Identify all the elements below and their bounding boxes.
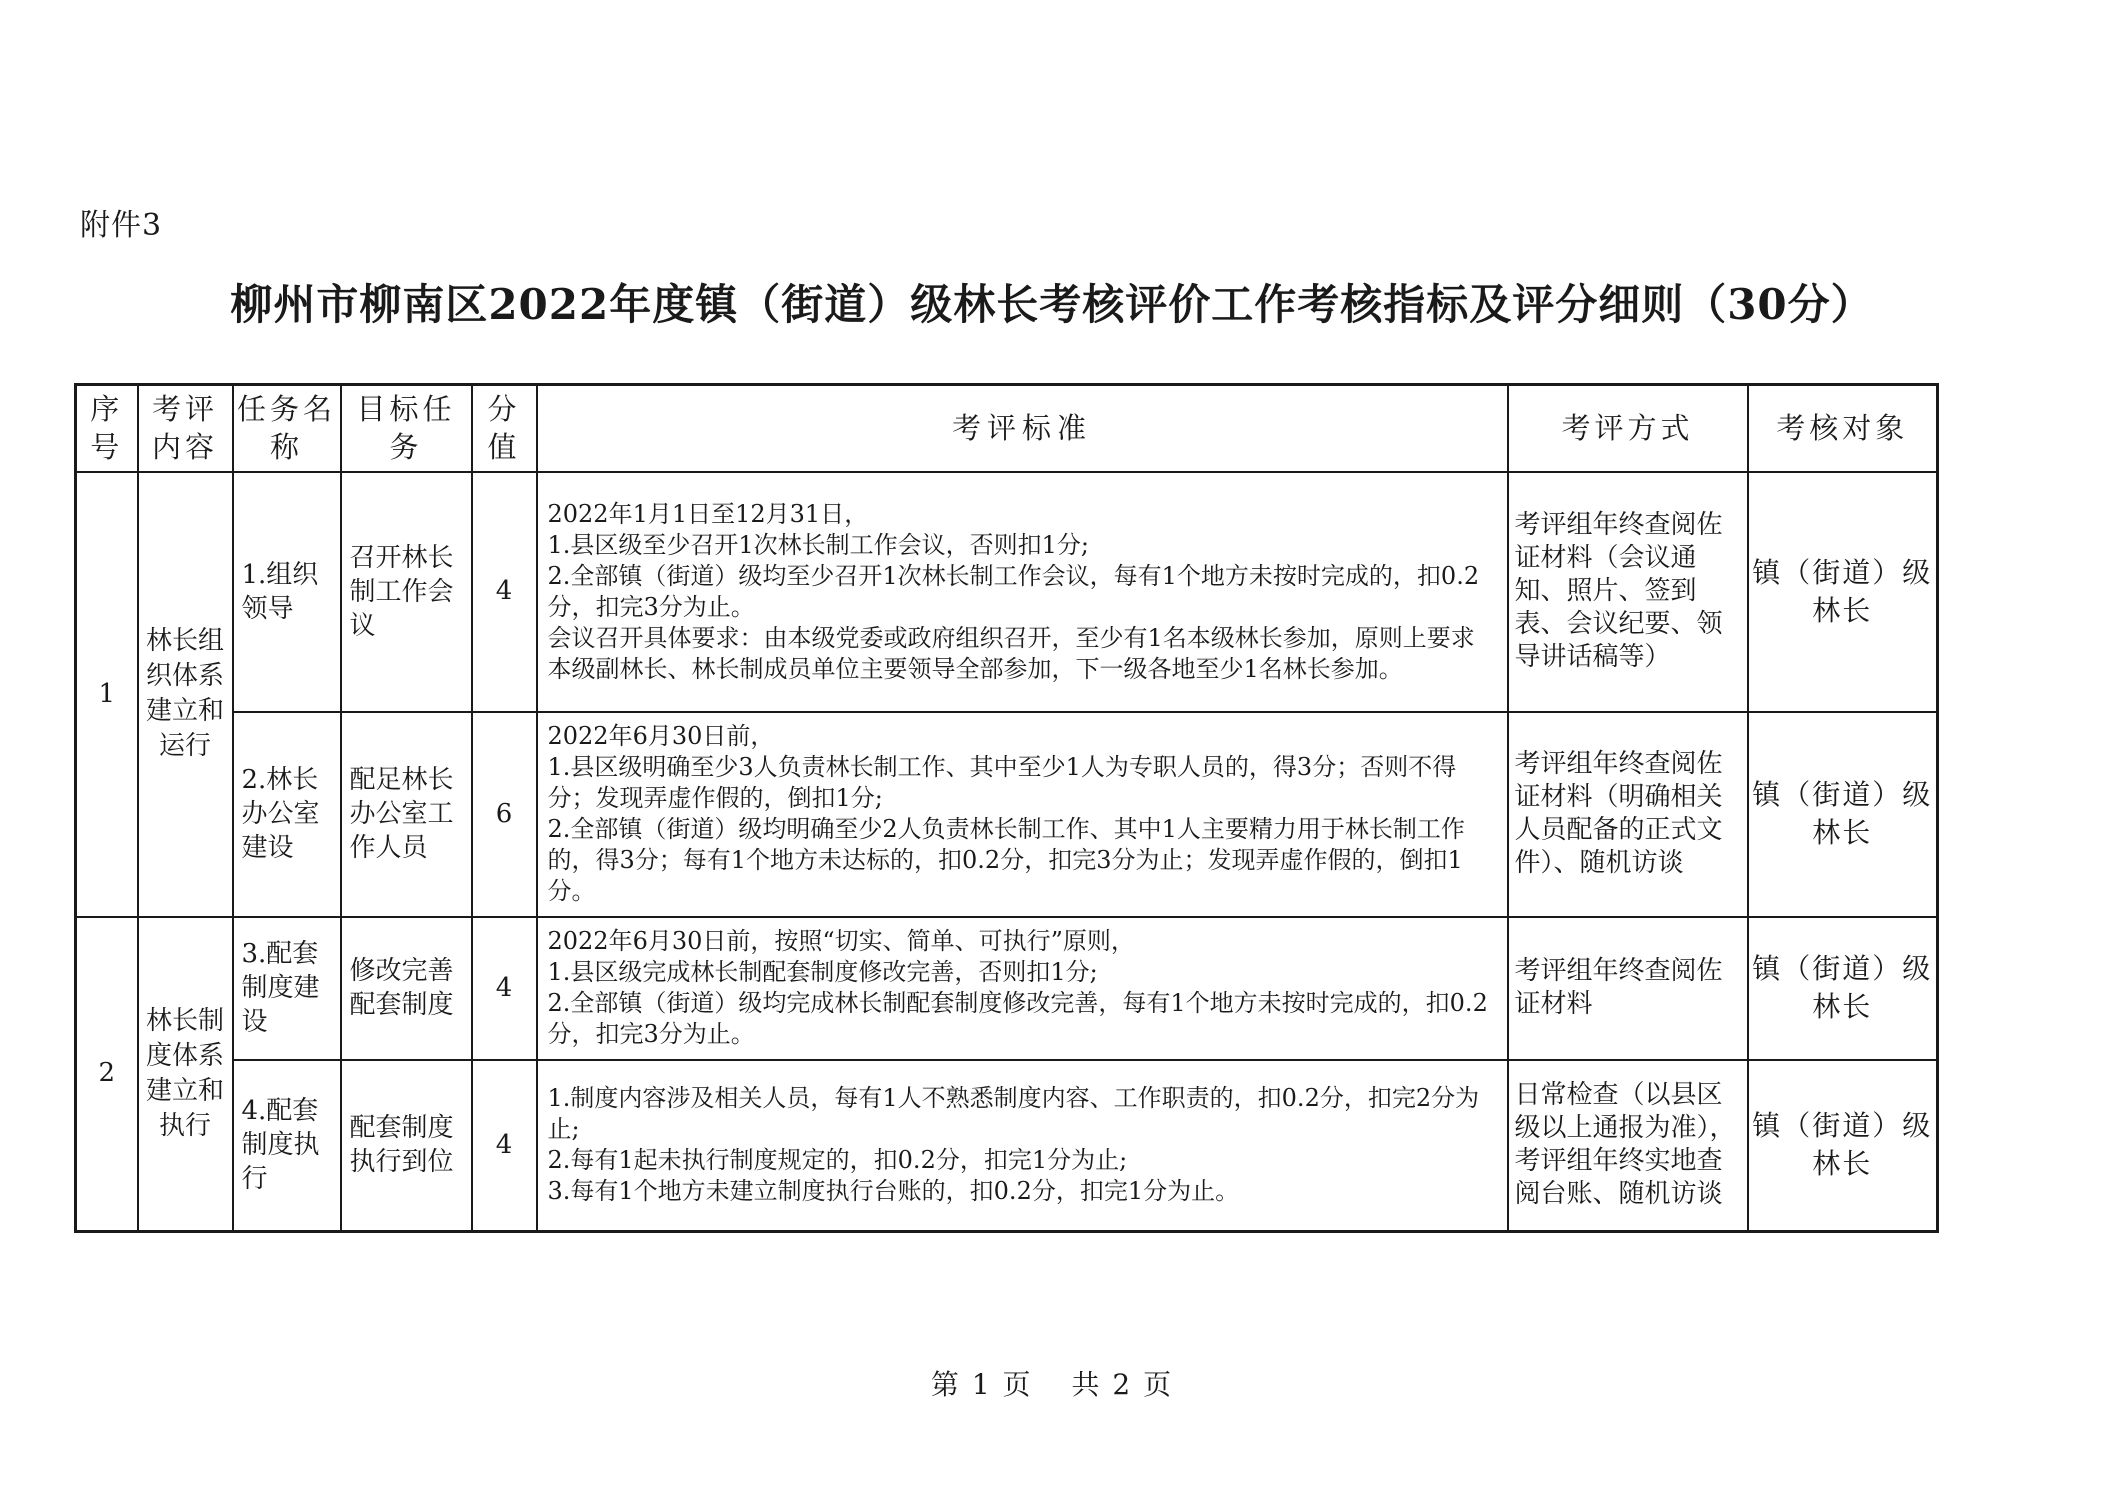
criteria-line: 2.全部镇（街道）级均至少召开1次林长制工作会议，每有1个地方未按时完成的，扣0.2分，扣完3分为止。 — [547, 561, 1480, 621]
page-footer — [0, 1363, 2104, 1403]
header-criteria: 考评标准 — [537, 385, 1508, 472]
header-target: 目标任务 — [341, 385, 472, 472]
criteria-line: 1.制度内容涉及相关人员，每有1人不熟悉制度内容、工作职责的，扣0.2分，扣完2分为止; — [547, 1084, 1480, 1144]
header-method: 考评方式 — [1508, 385, 1748, 472]
score-value: 6 — [472, 712, 537, 917]
target-task: 修改完善配套制度 — [341, 917, 472, 1060]
criteria-line: 2022年6月30日前，按照“切实、简单、可执行”原则， — [547, 927, 1135, 955]
table-row — [76, 472, 1938, 712]
header-row — [76, 385, 1938, 472]
header-object: 考核对象 — [1748, 385, 1938, 472]
criteria-cell — [537, 472, 1508, 712]
criteria-line: 2022年6月30日前， — [547, 722, 775, 750]
criteria-cell — [537, 1060, 1508, 1232]
table-row — [76, 917, 1938, 1060]
criteria-line: 1.县区级完成林长制配套制度修改完善，否则扣1分; — [547, 958, 1098, 986]
table-row — [76, 712, 1938, 917]
task-name: 2.林长办公室建设 — [233, 712, 341, 917]
page-total: 共 2 页 — [1071, 1368, 1174, 1401]
page-number: 第 1 页 — [930, 1368, 1033, 1401]
target-task: 配套制度执行到位 — [341, 1060, 472, 1232]
assessment-table — [74, 383, 1939, 1233]
criteria-line: 1.县区级至少召开1次林长制工作会议，否则扣1分; — [547, 530, 1090, 559]
object-cell: 镇（街道）级林长 — [1748, 917, 1938, 1060]
target-task: 配足林长办公室工作人员 — [341, 712, 472, 917]
table-row — [76, 1060, 1938, 1232]
group-seq: 2 — [76, 917, 138, 1232]
score-value: 4 — [472, 472, 537, 712]
method-cell: 考评组年终查阅佐证材料 — [1508, 917, 1748, 1060]
score-value: 4 — [472, 1060, 537, 1232]
object-cell: 镇（街道）级林长 — [1748, 472, 1938, 712]
criteria-line: 2.全部镇（街道）级均明确至少2人负责林长制工作、其中1人主要精力用于林长制工作的，得3分；每有1个地方未达标的，扣0.2分，扣完3分为止；发现弄虚作假的，倒扣1分。 — [547, 815, 1465, 905]
method-cell: 考评组年终查阅佐证材料（明确相关人员配备的正式文件）、随机访谈 — [1508, 712, 1748, 917]
task-name: 3.配套制度建设 — [233, 917, 341, 1060]
criteria-line: 2.全部镇（街道）级均完成林长制配套制度修改完善，每有1个地方未按时完成的，扣0.2分，扣完3分为止。 — [547, 989, 1488, 1048]
criteria-line: 2022年1月1日至12月31日， — [547, 499, 869, 528]
group-content: 林长制度体系建立和执行 — [138, 917, 233, 1232]
task-name: 4.配套制度执行 — [233, 1060, 341, 1232]
header-content: 考评内容 — [138, 385, 233, 472]
criteria-cell — [537, 712, 1508, 917]
target-task: 召开林长制工作会议 — [341, 472, 472, 712]
method-cell: 考评组年终查阅佐证材料（会议通知、照片、签到表、会议纪要、领导讲话稿等） — [1508, 472, 1748, 712]
method-cell: 日常检查（以县区级以上通报为准），考评组年终实地查阅台账、随机访谈 — [1508, 1060, 1748, 1232]
criteria-line: 2.每有1起未执行制度规定的，扣0.2分，扣完1分为止; — [547, 1146, 1128, 1175]
group-seq: 1 — [76, 472, 138, 917]
score-value: 4 — [472, 917, 537, 1060]
header-seq: 序号 — [76, 385, 138, 472]
task-name: 1.组织领导 — [233, 472, 341, 712]
criteria-line: 1.县区级明确至少3人负责林长制工作、其中至少1人为专职人员的，得3分；否则不得分；发现弄虚作假的，倒扣1分; — [547, 753, 1457, 812]
document-title: 柳州市柳南区2022年度镇（街道）级林长考核评价工作考核指标及评分细则（30分） — [230, 280, 1874, 329]
header-task: 任务名称 — [233, 385, 341, 472]
header-score: 分值 — [472, 385, 537, 472]
criteria-cell — [537, 917, 1508, 1060]
object-cell: 镇（街道）级林长 — [1748, 1060, 1938, 1232]
group-content: 林长组织体系建立和运行 — [138, 472, 233, 917]
criteria-line: 3.每有1个地方未建立制度执行台账的，扣0.2分，扣完1分为止。 — [547, 1177, 1240, 1206]
object-cell: 镇（街道）级林长 — [1748, 712, 1938, 917]
attachment-label: 附件3 — [80, 208, 163, 243]
criteria-line: 会议召开具体要求：由本级党委或政府组织召开，至少有1名本级林长参加，原则上要求本级副林长、林长制成员单位主要领导全部参加，下一级各地至少1名林长参加。 — [547, 623, 1475, 683]
